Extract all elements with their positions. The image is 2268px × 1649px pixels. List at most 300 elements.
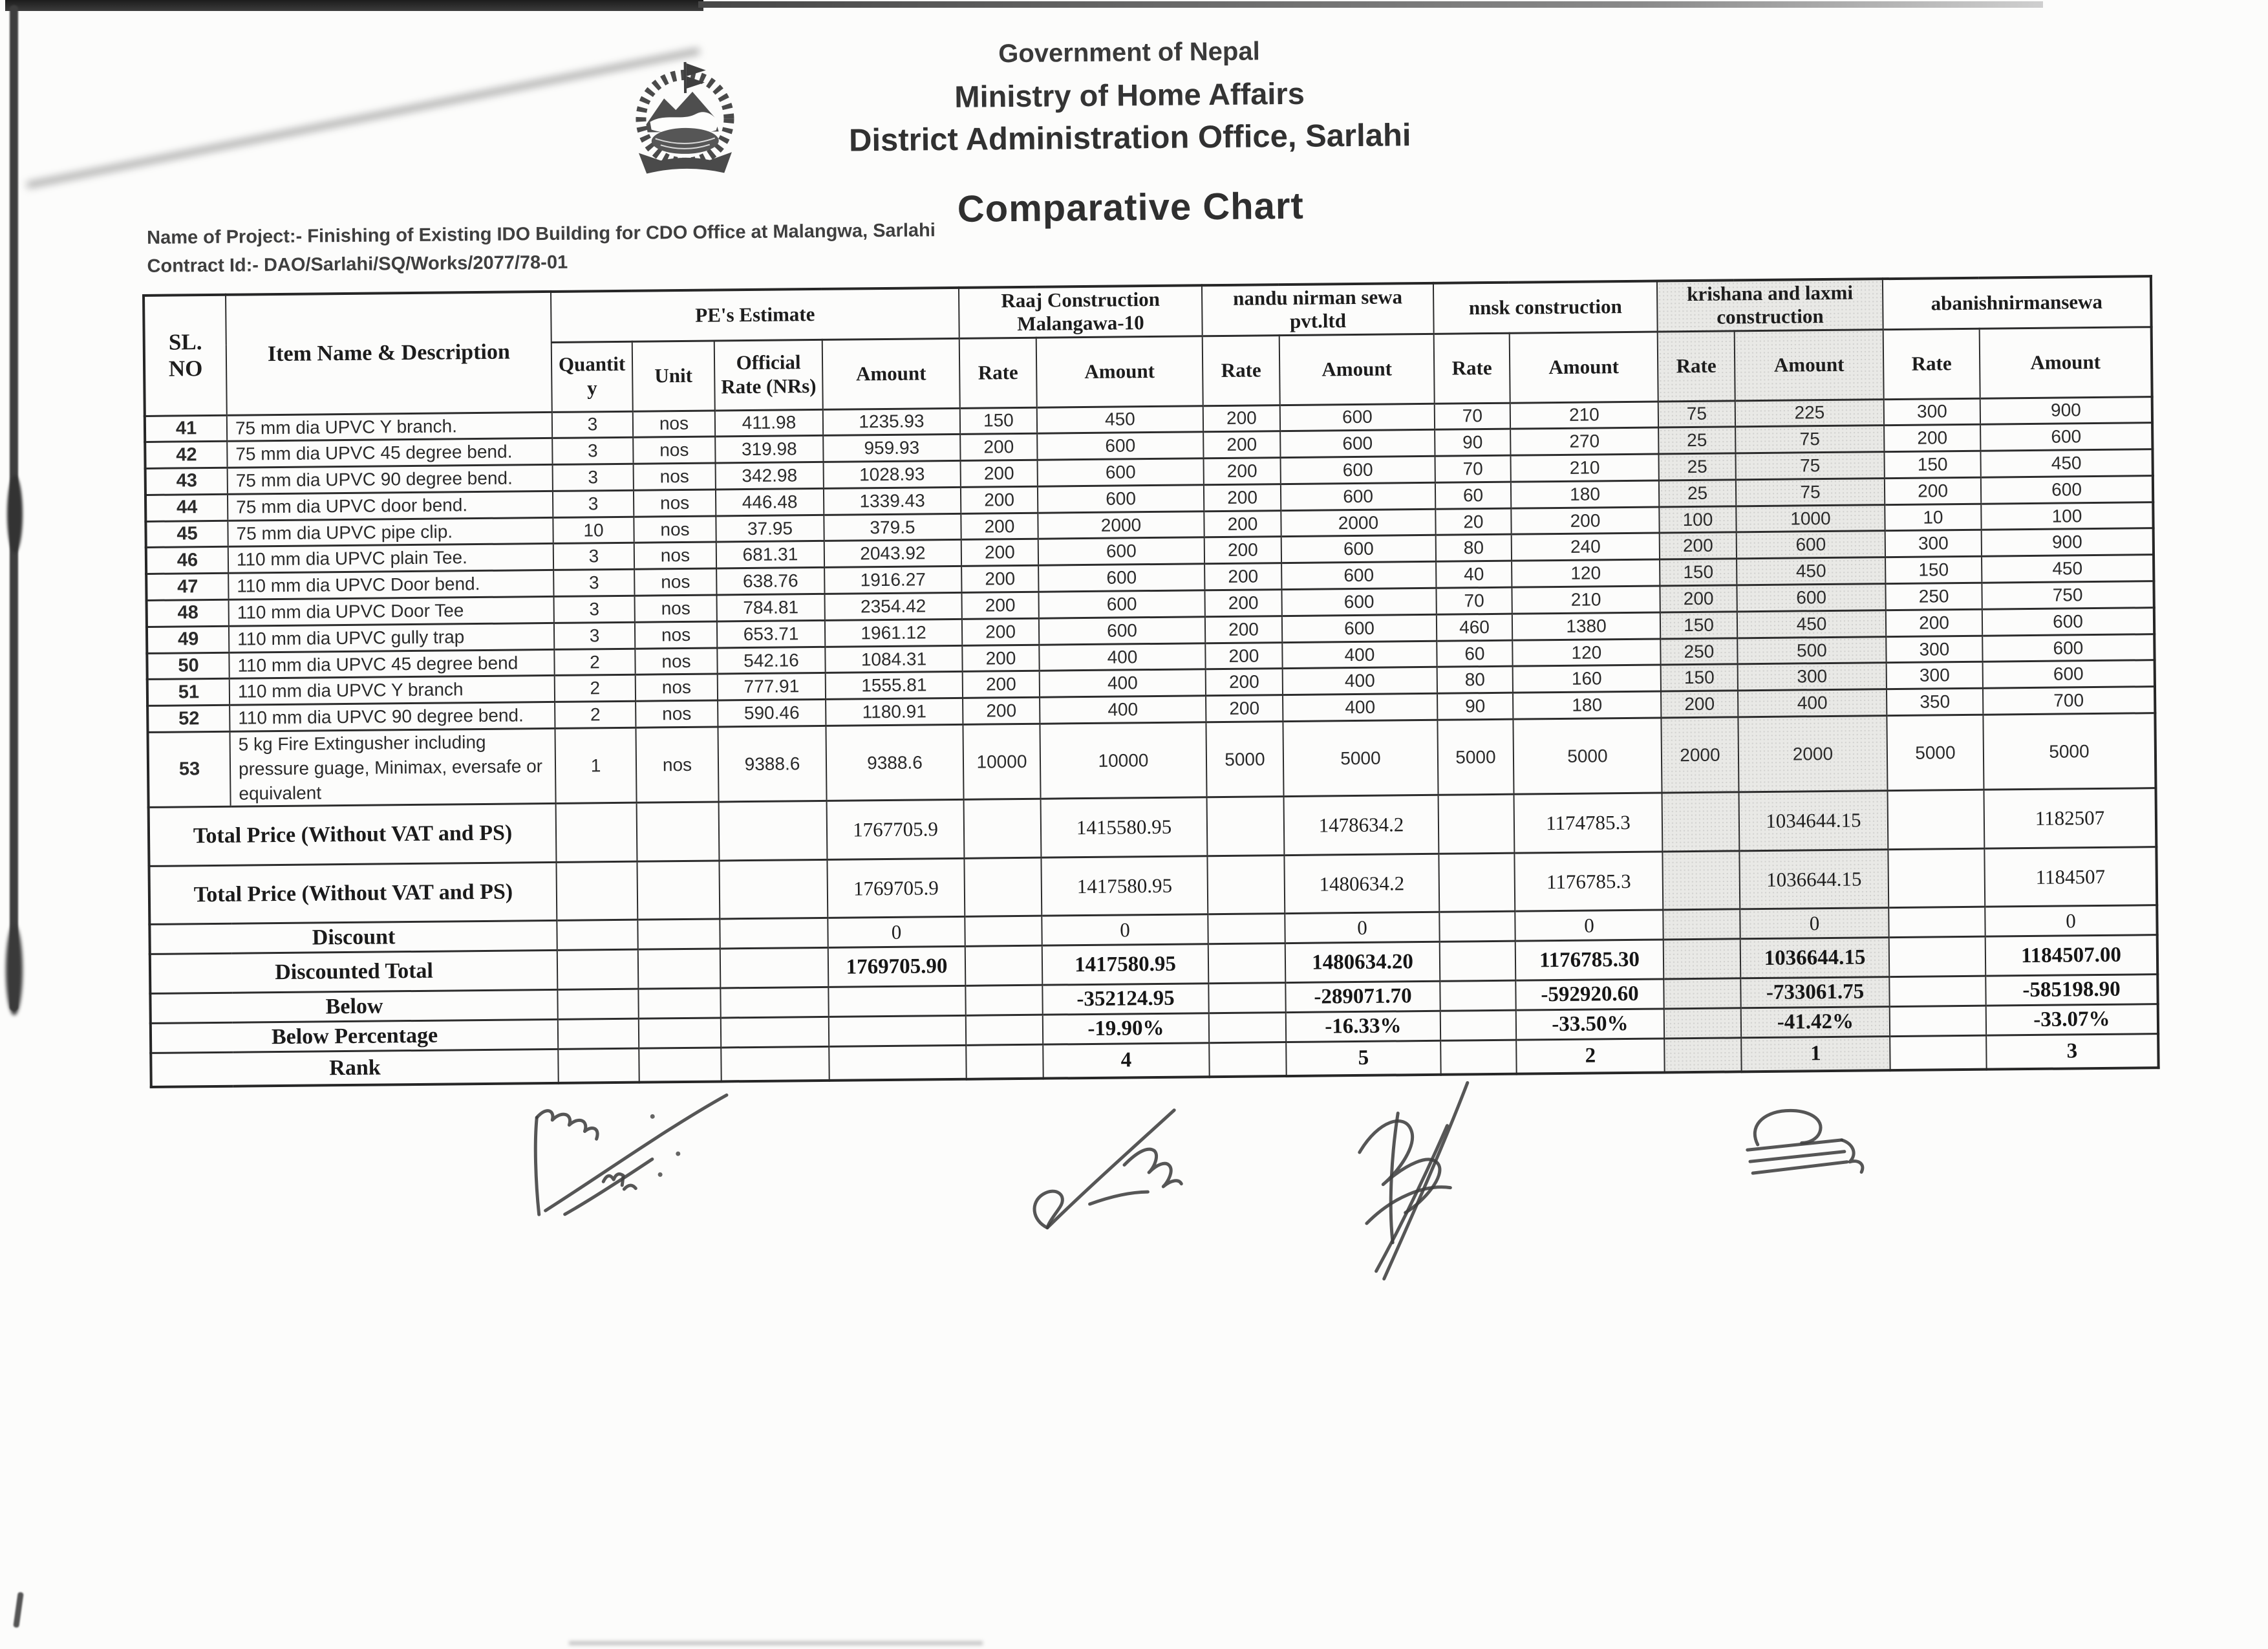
cell-total-bidder-5: 1184507.00 xyxy=(1985,935,2158,976)
cell-empty xyxy=(1207,797,1285,856)
cell-empty xyxy=(965,986,1042,1016)
cell-official-rate: 638.76 xyxy=(716,568,824,595)
cell-unit: nos xyxy=(635,595,717,622)
cell-item-description: 75 mm dia UPVC 45 degree bend. xyxy=(227,438,552,468)
cell-empty xyxy=(721,1017,829,1048)
cell-unit: nos xyxy=(634,516,716,543)
cell-rate-bidder-4: 150 xyxy=(1660,612,1737,639)
cell-unit: nos xyxy=(634,542,716,569)
cell-quantity: 3 xyxy=(553,464,634,491)
cell-pe-amount: 9388.6 xyxy=(826,724,963,801)
cell-sl-no: 53 xyxy=(148,731,231,808)
col-header-sl-no: SL. NO xyxy=(144,295,227,416)
cell-total-bidder-5: 0 xyxy=(1985,905,2157,937)
cell-amount-bidder-2: 400 xyxy=(1283,694,1437,722)
cell-amount-bidder-5: 600 xyxy=(1981,476,2153,504)
cell-empty xyxy=(1664,978,1740,1009)
bidder-header-1: Raaj Construction Malangawa-10 xyxy=(959,285,1203,338)
cell-amount-bidder-1: 600 xyxy=(1038,537,1204,565)
cell-amount-bidder-4: 600 xyxy=(1737,584,1885,612)
cell-empty xyxy=(964,799,1042,859)
cell-quantity: 3 xyxy=(554,622,635,649)
cell-empty xyxy=(1440,1040,1516,1075)
cell-total-bidder-4: 0 xyxy=(1740,908,1888,939)
cell-total-bidder-1: 4 xyxy=(1043,1043,1209,1078)
cell-empty xyxy=(639,1018,721,1048)
cell-sl-no: 41 xyxy=(145,415,227,442)
cell-rate-bidder-2: 200 xyxy=(1205,642,1282,669)
cell-empty xyxy=(1439,854,1515,912)
cell-quantity: 3 xyxy=(554,596,635,623)
cell-amount-bidder-4: 75 xyxy=(1735,426,1884,453)
cell-rate-bidder-3: 80 xyxy=(1437,667,1513,694)
cell-empty xyxy=(1888,907,1985,938)
cell-empty xyxy=(1890,1036,1986,1070)
cell-empty xyxy=(556,862,637,921)
cell-empty xyxy=(1664,1008,1741,1039)
cell-rate-bidder-2: 5000 xyxy=(1206,722,1283,798)
cell-rate-bidder-4: 250 xyxy=(1660,638,1737,665)
col-header-amount-bidder-5: Amount xyxy=(1980,327,2152,398)
cell-rate-bidder-1: 200 xyxy=(960,434,1037,461)
col-header-amount-bidder-4: Amount xyxy=(1735,329,1884,400)
cell-empty xyxy=(719,801,828,861)
cell-rate-bidder-2: 200 xyxy=(1206,695,1283,722)
cell-item-description: 110 mm dia UPVC 90 degree bend. xyxy=(230,702,555,732)
col-header-amount-bidder-3: Amount xyxy=(1510,332,1658,403)
cell-rate-bidder-5: 300 xyxy=(1884,398,1980,426)
cell-empty xyxy=(1207,856,1285,914)
cell-rate-bidder-5: 200 xyxy=(1884,425,1980,452)
cell-empty xyxy=(1439,795,1515,854)
cell-amount-bidder-4: 450 xyxy=(1737,610,1886,638)
cell-amount-bidder-4: 450 xyxy=(1737,557,1885,585)
cell-amount-bidder-1: 600 xyxy=(1038,485,1204,513)
cell-total-bidder-5: 1184507 xyxy=(1984,847,2157,907)
cell-official-rate: 681.31 xyxy=(716,541,824,568)
cell-total-bidder-5: -33.07% xyxy=(1986,1004,2158,1036)
cell-total-bidder-4: 1 xyxy=(1741,1037,1890,1072)
nepal-coat-of-arms-emblem-icon xyxy=(620,56,751,187)
cell-pe-amount: 1339.43 xyxy=(824,487,961,515)
handwritten-signature-2 xyxy=(1027,1085,1203,1234)
cell-rate-bidder-1: 200 xyxy=(963,671,1040,698)
ministry-line: Ministry of Home Affairs xyxy=(954,76,1305,114)
bidder-header-3: nnsk construction xyxy=(1433,281,1658,334)
cell-total-bidder-1: -19.90% xyxy=(1043,1013,1209,1044)
cell-empty xyxy=(1889,976,1985,1007)
cell-total-bidder-3: -33.50% xyxy=(1516,1009,1664,1040)
cell-total-bidder-4: -733061.75 xyxy=(1740,977,1889,1008)
cell-rate-bidder-3: 60 xyxy=(1437,640,1512,667)
cell-amount-bidder-5: 600 xyxy=(1982,634,2154,662)
cell-empty xyxy=(1889,937,1986,977)
cell-amount-bidder-1: 600 xyxy=(1038,590,1204,618)
cell-item-description: 110 mm dia UPVC Door bend. xyxy=(228,570,553,600)
cell-pe-amount: 1555.81 xyxy=(826,672,963,700)
cell-empty xyxy=(637,861,720,920)
cell-item-description: 75 mm dia UPVC door bend. xyxy=(228,491,553,521)
cell-amount-bidder-3: 120 xyxy=(1512,639,1660,667)
cell-empty xyxy=(637,919,720,949)
cell-unit: nos xyxy=(636,674,718,701)
cell-amount-bidder-2: 600 xyxy=(1281,456,1435,484)
cell-unit: nos xyxy=(635,621,717,649)
cell-rate-bidder-2: 200 xyxy=(1204,458,1281,485)
cell-amount-bidder-2: 600 xyxy=(1281,535,1436,563)
cell-official-rate: 9388.6 xyxy=(718,726,826,802)
cell-amount-bidder-3: 120 xyxy=(1512,559,1660,587)
cell-rate-bidder-5: 150 xyxy=(1884,451,1980,478)
cell-amount-bidder-2: 2000 xyxy=(1281,509,1435,537)
cell-total-bidder-4: -41.42% xyxy=(1741,1007,1890,1038)
col-header-item-name: Item Name & Description xyxy=(226,292,552,415)
col-header-rate-bidder-4: Rate xyxy=(1658,330,1735,401)
cell-sl-no: 51 xyxy=(147,679,230,706)
col-header-official-rate: Official Rate (NRs) xyxy=(714,339,823,411)
cell-amount-bidder-3: 210 xyxy=(1510,402,1658,429)
cell-amount-bidder-3: 160 xyxy=(1513,665,1661,693)
handwritten-signature-1 xyxy=(525,1075,746,1229)
cell-rate-bidder-3: 70 xyxy=(1435,403,1510,430)
cell-empty xyxy=(1662,792,1740,852)
cell-pe-amount: 959.93 xyxy=(823,435,960,462)
cell-empty xyxy=(720,948,829,989)
cell-rate-bidder-5: 150 xyxy=(1885,556,1982,583)
cell-pe-total xyxy=(828,986,965,1017)
cell-empty xyxy=(1440,1011,1516,1041)
cell-unit: nos xyxy=(634,490,716,517)
cell-rate-bidder-2: 200 xyxy=(1204,590,1281,617)
cell-total-bidder-2: 5 xyxy=(1286,1041,1440,1076)
cell-sl-no: 43 xyxy=(145,468,228,495)
total-row-label: Total Price (Without VAT and PS) xyxy=(149,804,557,867)
cell-amount-bidder-3: 270 xyxy=(1510,427,1658,455)
cell-rate-bidder-3: 60 xyxy=(1435,482,1511,509)
cell-empty xyxy=(1209,1042,1286,1077)
cell-official-rate: 590.46 xyxy=(718,700,826,727)
cell-quantity: 3 xyxy=(552,438,633,465)
cell-quantity: 3 xyxy=(553,569,634,596)
cell-rate-bidder-4: 150 xyxy=(1660,559,1737,586)
cell-empty xyxy=(637,802,720,861)
total-row-label: Rank xyxy=(151,1050,558,1087)
cell-total-bidder-3: 1174785.3 xyxy=(1514,793,1663,853)
col-header-quantity: Quantity xyxy=(551,341,633,412)
cell-sl-no: 47 xyxy=(146,574,228,601)
cell-pe-total xyxy=(829,1016,966,1047)
cell-sl-no: 49 xyxy=(147,626,229,653)
cell-official-rate: 446.48 xyxy=(716,488,824,515)
col-header-rate-bidder-1: Rate xyxy=(959,338,1037,408)
cell-empty xyxy=(1440,981,1515,1011)
office-line: District Administration Office, Sarlahi xyxy=(848,118,1411,158)
cell-official-rate: 542.16 xyxy=(717,647,825,674)
cell-amount-bidder-1: 400 xyxy=(1040,669,1206,697)
col-header-rate-bidder-2: Rate xyxy=(1203,335,1280,405)
cell-sl-no: 50 xyxy=(147,652,229,680)
cell-empty xyxy=(1209,1013,1286,1043)
cell-rate-bidder-1: 200 xyxy=(961,539,1038,566)
cell-sl-no: 48 xyxy=(147,599,229,627)
cell-total-bidder-3: 1176785.3 xyxy=(1514,852,1663,911)
cell-rate-bidder-5: 350 xyxy=(1887,688,1983,715)
cell-rate-bidder-2: 200 xyxy=(1203,431,1280,458)
cell-pe-amount: 379.5 xyxy=(824,513,961,541)
cell-amount-bidder-1: 600 xyxy=(1039,617,1205,645)
cell-quantity: 2 xyxy=(554,649,635,676)
col-header-rate-bidder-5: Rate xyxy=(1883,329,1980,399)
cell-empty xyxy=(1664,1038,1741,1072)
col-header-amount-bidder-1: Amount xyxy=(1036,336,1203,407)
cell-rate-bidder-2: 200 xyxy=(1204,510,1281,537)
cell-pe-amount: 1028.93 xyxy=(824,460,961,488)
cell-rate-bidder-4: 100 xyxy=(1659,506,1736,534)
cell-rate-bidder-5: 10 xyxy=(1885,504,1981,531)
cell-empty xyxy=(1208,983,1285,1013)
cell-quantity: 1 xyxy=(555,727,636,804)
cell-amount-bidder-5: 900 xyxy=(1980,396,2152,424)
cell-amount-bidder-5: 750 xyxy=(1982,581,2154,609)
cell-total-bidder-3: -592920.60 xyxy=(1515,979,1664,1010)
cell-rate-bidder-5: 250 xyxy=(1885,583,1982,610)
cell-empty xyxy=(556,803,637,863)
cell-official-rate: 777.91 xyxy=(718,673,826,700)
cell-amount-bidder-2: 400 xyxy=(1282,641,1437,669)
cell-total-bidder-3: 2 xyxy=(1516,1039,1665,1073)
cell-unit: nos xyxy=(633,436,715,464)
cell-empty xyxy=(638,949,721,989)
cell-rate-bidder-4: 25 xyxy=(1658,453,1735,480)
cell-total-bidder-1: 1417580.95 xyxy=(1041,856,1208,916)
cell-empty xyxy=(965,946,1043,986)
cell-amount-bidder-2: 600 xyxy=(1281,482,1435,510)
cell-unit: nos xyxy=(635,648,717,675)
cell-quantity: 10 xyxy=(553,517,634,544)
cell-unit: nos xyxy=(634,463,716,490)
cell-rate-bidder-2: 200 xyxy=(1204,563,1281,590)
cell-rate-bidder-4: 200 xyxy=(1661,691,1738,718)
cell-item-description: 75 mm dia UPVC 90 degree bend. xyxy=(228,465,553,495)
cell-amount-bidder-1: 450 xyxy=(1037,405,1203,433)
cell-amount-bidder-1: 400 xyxy=(1039,643,1205,671)
cell-pe-amount: 2354.42 xyxy=(824,592,961,620)
total-row-label: Below xyxy=(150,990,557,1024)
cell-amount-bidder-2: 600 xyxy=(1280,430,1435,458)
cell-amount-bidder-1: 10000 xyxy=(1040,722,1206,799)
cell-sl-no: 42 xyxy=(145,442,227,469)
cell-amount-bidder-2: 600 xyxy=(1282,614,1437,642)
cell-unit: nos xyxy=(636,700,718,727)
cell-empty xyxy=(557,989,638,1020)
cell-item-description: 75 mm dia UPVC Y branch. xyxy=(227,412,552,442)
cell-rate-bidder-3: 90 xyxy=(1435,429,1510,456)
cell-total-bidder-1: 0 xyxy=(1042,914,1208,945)
cell-pe-total: 0 xyxy=(828,917,965,948)
cell-empty xyxy=(557,920,637,951)
cell-amount-bidder-2: 600 xyxy=(1280,404,1435,431)
comparative-table xyxy=(142,275,2160,1088)
cell-rate-bidder-4: 25 xyxy=(1659,480,1736,507)
cell-unit: nos xyxy=(634,568,716,596)
cell-amount-bidder-3: 240 xyxy=(1512,533,1660,561)
cell-amount-bidder-5: 450 xyxy=(1980,449,2152,477)
cell-total-bidder-1: 1415580.95 xyxy=(1041,797,1208,857)
cell-rate-bidder-3: 70 xyxy=(1435,455,1510,482)
cell-pe-amount: 1235.93 xyxy=(823,408,960,436)
col-header-unit: Unit xyxy=(632,341,715,411)
cell-total-bidder-1: 1417580.95 xyxy=(1042,944,1209,985)
cell-amount-bidder-5: 600 xyxy=(1980,423,2152,451)
cell-total-bidder-2: 1480634.2 xyxy=(1284,854,1439,914)
handwritten-signature-4 xyxy=(1715,1094,1870,1183)
cell-rate-bidder-4: 200 xyxy=(1660,532,1737,559)
cell-empty xyxy=(1888,849,1985,908)
bidder-header-4: krishana and laxmi construction xyxy=(1657,279,1883,331)
cell-total-bidder-2: 1478634.2 xyxy=(1284,795,1439,856)
cell-rate-bidder-3: 20 xyxy=(1435,508,1511,535)
col-header-pe-estimate: PE's Estimate xyxy=(551,288,959,342)
cell-total-bidder-3: 1176785.30 xyxy=(1515,940,1664,980)
cell-sl-no: 52 xyxy=(147,705,230,732)
cell-total-bidder-1: -352124.95 xyxy=(1042,984,1208,1015)
cell-empty xyxy=(964,858,1042,917)
cell-total-bidder-5: 3 xyxy=(1986,1034,2159,1070)
cell-rate-bidder-2: 200 xyxy=(1205,616,1282,643)
cell-amount-bidder-4: 75 xyxy=(1736,479,1885,506)
contract-id-line: Contract Id:- DAO/Sarlahi/SQ/Works/2077/78-01 xyxy=(147,252,568,277)
cell-amount-bidder-5: 100 xyxy=(1981,502,2153,530)
cell-amount-bidder-2: 600 xyxy=(1281,562,1436,590)
cell-amount-bidder-5: 900 xyxy=(1982,528,2154,556)
cell-amount-bidder-2: 400 xyxy=(1283,667,1437,695)
cell-empty xyxy=(1208,914,1285,944)
cell-item-description: 110 mm dia UPVC plain Tee. xyxy=(228,544,553,574)
cell-amount-bidder-2: 5000 xyxy=(1283,720,1438,797)
cell-quantity: 2 xyxy=(555,701,636,728)
cell-pe-total: 1767705.9 xyxy=(827,800,965,860)
col-header-rate-bidder-3: Rate xyxy=(1434,333,1510,404)
col-header-amount-bidder-2: Amount xyxy=(1279,334,1435,405)
cell-rate-bidder-1: 200 xyxy=(961,486,1038,513)
cell-rate-bidder-3: 70 xyxy=(1436,587,1512,614)
cell-empty xyxy=(557,950,639,990)
cell-quantity: 3 xyxy=(553,490,634,517)
government-line: Government of Nepal xyxy=(998,37,1260,69)
project-name-line: Name of Project:- Finishing of Existing IDO Building for CDO Office at Malangwa, Sarlahi xyxy=(147,220,936,248)
cell-amount-bidder-1: 400 xyxy=(1040,696,1206,724)
cell-empty xyxy=(1664,939,1741,979)
cell-pe-amount: 1084.31 xyxy=(825,645,962,673)
cell-empty xyxy=(1663,909,1740,940)
cell-rate-bidder-2: 200 xyxy=(1203,405,1280,432)
cell-official-rate: 784.81 xyxy=(717,594,825,621)
cell-empty xyxy=(638,988,720,1018)
cell-amount-bidder-5: 450 xyxy=(1982,555,2154,583)
cell-unit: nos xyxy=(633,411,715,438)
cell-empty xyxy=(965,916,1042,947)
cell-empty xyxy=(1440,942,1516,982)
cell-pe-amount: 2043.92 xyxy=(824,540,961,568)
cell-empty xyxy=(720,918,828,949)
cell-rate-bidder-4: 25 xyxy=(1658,427,1735,454)
cell-rate-bidder-4: 200 xyxy=(1660,585,1737,612)
cell-pe-amount: 1180.91 xyxy=(826,698,963,726)
cell-rate-bidder-3: 40 xyxy=(1436,561,1512,588)
cell-rate-bidder-5: 200 xyxy=(1885,477,1981,504)
cell-empty xyxy=(1890,1006,1986,1037)
cell-amount-bidder-2: 600 xyxy=(1281,588,1436,616)
cell-pe-total: 1769705.90 xyxy=(828,947,966,987)
cell-item-description: 110 mm dia UPVC Door Tee xyxy=(229,596,554,626)
cell-rate-bidder-3: 5000 xyxy=(1437,719,1514,795)
cell-official-rate: 319.98 xyxy=(715,436,823,463)
cell-rate-bidder-3: 80 xyxy=(1436,535,1512,562)
col-header-amount: Amount xyxy=(822,338,960,409)
cell-rate-bidder-3: 460 xyxy=(1437,614,1512,641)
cell-pe-total: 1769705.9 xyxy=(827,859,965,918)
cell-total-bidder-5: 1182507 xyxy=(1984,788,2157,849)
cell-total-bidder-5: -585198.90 xyxy=(1985,975,2157,1006)
cell-total-bidder-2: -16.33% xyxy=(1286,1011,1440,1042)
page-title: Comparative Chart xyxy=(957,184,1305,230)
cell-empty xyxy=(1888,790,1985,850)
cell-rate-bidder-5: 300 xyxy=(1885,530,1982,557)
cell-quantity: 3 xyxy=(552,411,633,438)
cell-rate-bidder-1: 200 xyxy=(961,513,1038,540)
total-row-label: Below Percentage xyxy=(151,1020,558,1053)
cell-total-bidder-4: 1036644.15 xyxy=(1740,938,1890,978)
cell-sl-no: 44 xyxy=(145,494,228,521)
handwritten-signature-3 xyxy=(1320,1073,1490,1288)
cell-official-rate: 37.95 xyxy=(716,515,824,542)
cell-rate-bidder-2: 200 xyxy=(1204,484,1281,512)
cell-rate-bidder-2: 200 xyxy=(1204,537,1281,564)
cell-rate-bidder-4: 150 xyxy=(1661,664,1738,691)
cell-total-bidder-4: 1034644.15 xyxy=(1739,791,1888,851)
cell-amount-bidder-3: 210 xyxy=(1512,586,1660,614)
cell-rate-bidder-5: 200 xyxy=(1886,609,1982,636)
cell-item-description: 5 kg Fire Extingusher including pressure guage, Minimax, eversafe or equivalent xyxy=(230,728,555,806)
total-row-label: Discount xyxy=(149,921,557,954)
cell-amount-bidder-4: 400 xyxy=(1738,689,1887,717)
cell-rate-bidder-4: 2000 xyxy=(1661,717,1738,793)
cell-official-rate: 411.98 xyxy=(715,409,823,436)
cell-pe-amount: 1916.27 xyxy=(824,566,961,594)
cell-empty xyxy=(1662,851,1740,910)
cell-amount-bidder-4: 500 xyxy=(1737,636,1886,664)
cell-amount-bidder-5: 600 xyxy=(1983,660,2155,688)
cell-rate-bidder-1: 200 xyxy=(961,565,1038,592)
cell-item-description: 75 mm dia UPVC pipe clip. xyxy=(228,517,553,547)
cell-item-description: 110 mm dia UPVC Y branch xyxy=(230,676,555,706)
cell-rate-bidder-1: 200 xyxy=(961,460,1038,487)
cell-rate-bidder-5: 300 xyxy=(1886,636,1982,663)
cell-amount-bidder-3: 200 xyxy=(1511,507,1659,535)
cell-rate-bidder-1: 150 xyxy=(960,407,1037,435)
cell-rate-bidder-1: 10000 xyxy=(963,724,1040,800)
cell-amount-bidder-4: 1000 xyxy=(1736,504,1885,532)
cell-empty xyxy=(1208,943,1286,984)
cell-empty xyxy=(966,1015,1043,1046)
cell-empty xyxy=(558,1019,639,1050)
cell-amount-bidder-3: 180 xyxy=(1511,480,1659,508)
cell-amount-bidder-4: 75 xyxy=(1735,452,1884,480)
cell-amount-bidder-4: 225 xyxy=(1735,399,1884,427)
total-row-label: Discounted Total xyxy=(150,951,558,994)
cell-item-description: 110 mm dia UPVC 45 degree bend xyxy=(229,649,554,679)
cell-sl-no: 46 xyxy=(146,547,228,574)
